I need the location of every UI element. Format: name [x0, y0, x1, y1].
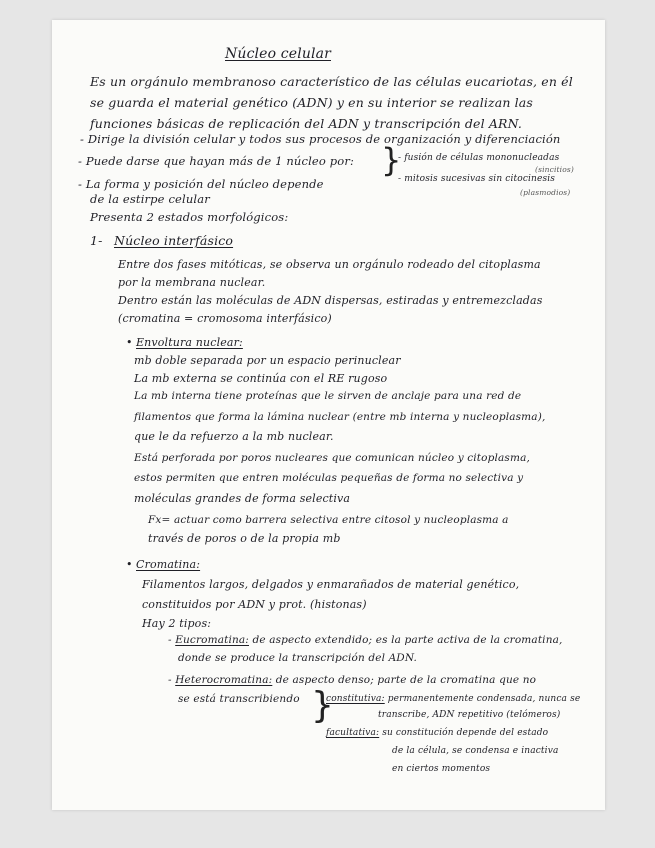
brace-icon: } — [381, 141, 402, 179]
multinucleo-option: - fusión de células mononucleadas — [398, 153, 560, 163]
envoltura-line: Está perforada por poros nucleares que comunican núcleo y citoplasma, — [134, 452, 530, 464]
multinucleo-note: (plasmodios) — [520, 188, 571, 197]
section-number: 1- — [90, 233, 103, 248]
envoltura-line: mb doble separada por un espacio perinuclear — [134, 354, 401, 367]
multinucleo-option: - mitosis sucesivas sin citocinesis — [398, 174, 556, 184]
cromatina-line: constituidos por ADN y prot. (histonas) — [142, 598, 367, 611]
cromatina-heading: Cromatina: — [136, 558, 201, 571]
envoltura-line: La mb externa se continúa con el RE rugoso — [134, 372, 388, 385]
notebook-page — [52, 20, 605, 810]
eucromatina-label: Eucromatina: — [175, 634, 249, 646]
intro-line: funciones básicas de replicación del ADN y transcripción del ARN. — [90, 116, 523, 131]
facultativa-line: en ciertos momentos — [392, 764, 491, 774]
facultativa-label: facultativa: — [326, 728, 380, 738]
cromatina-line: Filamentos largos, delgados y enmarañados de material genético, — [142, 578, 520, 591]
bullet-dot-icon: • — [126, 336, 133, 349]
section-heading: Núcleo interfásico — [114, 233, 234, 248]
bullet-dot-icon: • — [126, 558, 133, 571]
heterocromatina-label: Heterocromatina: — [175, 674, 273, 686]
cromatina-line: Hay 2 tipos: — [142, 617, 212, 630]
constitutiva-label: constitutiva: — [326, 694, 385, 704]
bullet-forma: - La forma y posición del núcleo depende — [78, 177, 324, 191]
section-line: (cromatina = cromosoma interfásico) — [118, 312, 332, 325]
eucromatina-line: donde se produce la transcripción del ADN. — [178, 652, 418, 664]
constitutiva-line — [326, 694, 580, 704]
section-line: por la membrana nuclear. — [118, 276, 266, 289]
intro-line: Es un orgánulo membranoso característico de las células eucariotas, en él — [90, 74, 573, 89]
multinucleo-note: (sincitios) — [535, 165, 574, 174]
bullet-multinucleo: - Puede darse que hayan más de 1 núcleo por: — [78, 154, 354, 168]
envoltura-line: que le da refuerzo a la mb nuclear. — [134, 430, 334, 443]
heterocromatina-line: se está transcribiendo — [178, 693, 300, 705]
envoltura-heading: Envoltura nuclear: — [136, 336, 243, 349]
constitutiva-line: transcribe, ADN repetitivo (telómeros) — [378, 710, 561, 720]
heterocromatina-text: de aspecto denso; parte de la cromatina que no — [272, 674, 537, 686]
envoltura-fx: través de poros o de la propia mb — [148, 532, 341, 545]
constitutiva-text: permanentemente condensada, nunca se — [384, 694, 581, 704]
bullet-division: - Dirige la división celular y todos sus procesos de organización y diferenciación — [80, 132, 561, 146]
bullet-forma-cont: de la estirpe celular — [90, 192, 210, 206]
facultativa-line — [326, 728, 548, 738]
heterocromatina-line: - Heterocromatina: de aspecto denso; parte de la cromatina que no — [168, 674, 537, 686]
section-line: Entre dos fases mitóticas, se observa un orgánulo rodeado del citoplasma — [118, 258, 541, 271]
envoltura-line: La mb interna tiene proteínas que le sirven de anclaje para una red de — [134, 390, 522, 402]
section-line: Dentro están las moléculas de ADN dispersas, estiradas y entremezcladas — [118, 294, 543, 307]
envoltura-line: filamentos que forma la lámina nuclear (entre mb interna y nucleoplasma), — [134, 411, 546, 423]
brace-icon: } — [311, 685, 334, 726]
envoltura-line: estos permiten que entren moléculas pequeñas de forma no selectiva y — [134, 472, 524, 484]
bullet-estados: Presenta 2 estados morfológicos: — [90, 210, 289, 224]
envoltura-fx: Fx= actuar como barrera selectiva entre citosol y nucleoplasma a — [148, 514, 509, 526]
facultativa-line: de la célula, se condensa e inactiva — [392, 746, 559, 756]
envoltura-line: moléculas grandes de forma selectiva — [134, 492, 351, 505]
page-title: Núcleo celular — [225, 46, 331, 62]
eucromatina-line: - Eucromatina: de aspecto extendido; es la parte activa de la cromatina, — [168, 634, 563, 646]
facultativa-text: su constitución depende del estado — [379, 728, 549, 738]
intro-line: se guarda el material genético (ADN) y en su interior se realizan las — [90, 95, 533, 110]
eucromatina-text: de aspecto extendido; es la parte activa de la cromatina, — [249, 634, 563, 646]
